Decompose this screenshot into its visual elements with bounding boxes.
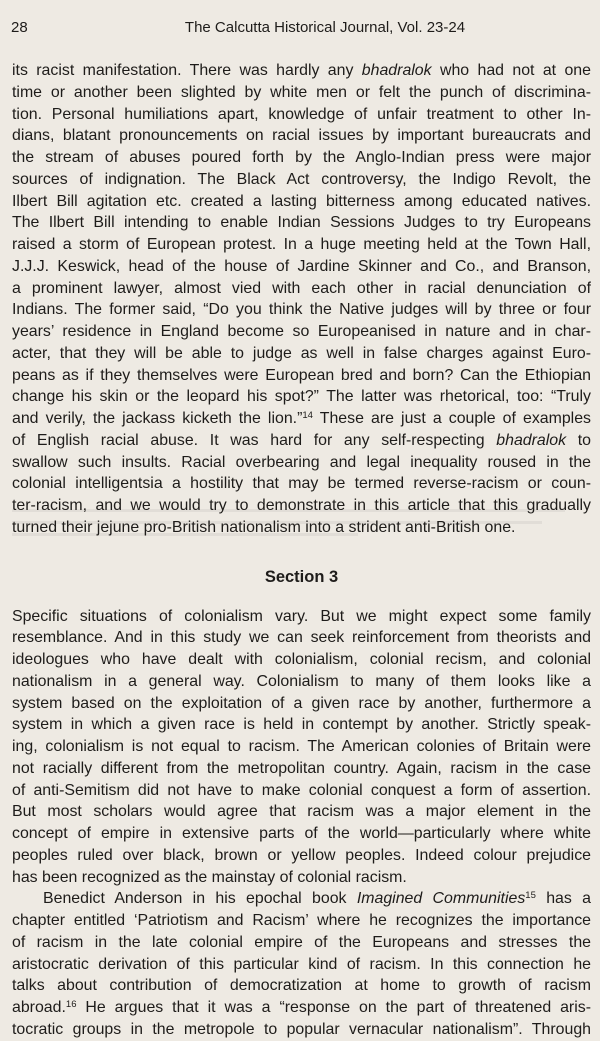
text-line [12,212,591,234]
text-run: ter-racism, and we would try to demonstrate in this article that this gradually [12,497,591,514]
text-line [12,386,591,408]
text-run: system in which a given race is held in contempt by another. Strictly speak- [12,716,591,734]
text-run: chapter entitled ‘Patriotism and Racism’ where he recognizes the importance [12,912,591,929]
text-run: a prominent lawyer, almost vied with each other in racial denunciation of [12,279,591,297]
journal-title: The Calcutta Historical Journal, Vol. 23-24 [184,19,466,36]
text-run: Indians. The former said, “Do you think the Native judges will by three or four [12,301,591,319]
section-heading: Section 3 [264,567,339,586]
text-run: Benedict Anderson in his epochal book [12,890,357,908]
text-run: raised a storm of European protest. In a huge meeting held at the Town Hall, [12,236,591,253]
text-run: concept of empire in extensive parts of the world—particularly where white [12,825,591,842]
text-line [12,299,591,321]
text-line [12,780,591,802]
text-line [12,278,591,300]
text-run: Specific situations of colonialism vary. But we might expect some family [12,607,591,625]
text-run: peoples ruled over black, brown or yellow peoples. Indeed colour prejudice [12,846,591,864]
text-run: aristocratic derivation of this particular kind of racism. In this connection he [12,955,591,973]
text-run: of racism in the late colonial empire of the Europeans and stresses the [12,933,591,951]
text-line [12,693,591,715]
text-line [12,714,591,736]
text-run: These are just a couple of examples [312,410,591,427]
paragraph-3 [12,888,591,1040]
text-run: tion. Personal humiliations apart, knowledge of unfair treatment to other In- [12,105,591,123]
text-line [12,649,591,671]
text-line [12,932,591,954]
text-line [12,823,591,845]
running-header [11,19,589,41]
footnote-ref: 14 [302,409,313,421]
text-line [12,82,591,104]
text-run: Ilbert Bill agitation etc. created a lasting bitterness among educated natives. [12,192,591,210]
text-line [12,60,591,82]
text-run: to [566,431,591,449]
italic-term: Imagined Communities [356,890,526,908]
article-body [12,60,591,1041]
text-line [12,430,591,452]
text-line [12,147,591,169]
text-run: nationalism in a general way. Colonialism to many of them looks like a [12,672,591,690]
text-line [12,169,591,191]
text-line [12,517,591,539]
text-line [12,758,591,780]
text-line [12,606,591,628]
text-run: swallow such insults. Racial overbearing and legal inequality roused in the [12,453,591,471]
text-run: colonial intelligentsia a hostility that may be termed reverse-racism or coun- [12,475,591,493]
text-run: time or another been slighted by white men or felt the punch of discrimina- [12,83,591,101]
text-run: peans as if they themselves were European bred and born? Can the Ethiopian [12,366,591,384]
text-run: of anti-Semitism did not have to make colonial conquest a form of assertion. [12,781,591,799]
text-line [12,191,591,213]
text-line [12,495,591,517]
text-line [12,321,591,343]
text-run: has a [535,890,591,908]
text-line [12,954,591,976]
text-run: system based on the exploitation of a given race by another, furthermore a [12,694,591,712]
text-line [12,452,591,474]
text-run: talks about contribution of democratization at home to growth of racism [12,977,591,995]
text-run: sources of indignation. The Black Act controversy, the Indigo Revolt, the [12,170,591,188]
text-line [12,867,591,889]
text-run: He argues that it was a “response on the part of threatened aris- [76,999,591,1016]
text-run: and verily, the jackass kicketh the lion.” [12,410,303,427]
footnote-ref: 16 [65,998,77,1010]
text-line [12,408,591,430]
text-run: change his skin or the leopard his spot?” The latter was rhetorical, too: “Truly [12,388,591,406]
text-run: ing, colonialism is not equal to racism. The American colonies of Britain were [12,738,591,755]
text-run: years’ residence in England become so Europeanised in nature and in char- [12,323,591,340]
text-line [12,910,591,932]
text-run: of English racial abuse. It was hard for any self-respecting [12,431,497,449]
text-run: The Ilbert Bill intending to enable Indian Sessions Judges to try Europeans [12,214,591,232]
text-run: the stream of abuses poured forth by the Anglo-Indian press were major [12,149,591,166]
text-line [12,256,591,278]
text-run: has been recognized as the mainstay of colonial racism. [12,868,407,886]
text-run: abroad. [12,999,66,1016]
text-line [12,845,591,867]
text-run: ideologues who have dealt with colonialism, colonial recism, and colonial [12,651,591,668]
text-line [12,888,591,910]
text-line [12,671,591,693]
text-run: dians, blatant pronouncements on racial issues by important bureaucrats and [12,127,591,145]
text-line [12,801,591,823]
paragraph-1 [12,60,591,539]
text-line [12,365,591,387]
text-run: J.J.J. Keswick, head of the house of Jardine Skinner and Co., and Branson, [12,257,591,275]
text-line [12,1019,591,1041]
text-run: tocratic groups in the metropole to popular vernacular nationalism”. Through [12,1020,591,1038]
text-line [12,736,591,758]
italic-term: bhadralok [496,431,567,449]
text-line [12,104,591,126]
text-run: acter, that they will be able to judge as well in false charges against Euro- [12,344,591,362]
text-run: turned their jejune pro-British nationalism into a strident anti-British one. [12,518,516,536]
text-line [12,343,591,365]
page-number: 28 [11,19,28,36]
italic-term: bhadralok [361,62,432,79]
paragraph-2 [12,606,591,889]
text-line [12,234,591,256]
text-run: not racially different from the metropolitan country. Again, racism in the case [12,759,591,777]
text-line [12,473,591,495]
text-run: who had not at one [431,62,591,79]
text-line [12,627,591,649]
text-line [12,975,591,997]
text-line [12,997,591,1019]
footnote-ref: 15 [525,890,536,902]
text-run: resemblance. And in this study we can seek reinforcement from theorists and [12,629,591,647]
text-run: its racist manifestation. There was hardly any [12,62,362,79]
text-line [12,125,591,147]
text-run: But most scholars would agree that racism was a major element in the [12,803,591,821]
